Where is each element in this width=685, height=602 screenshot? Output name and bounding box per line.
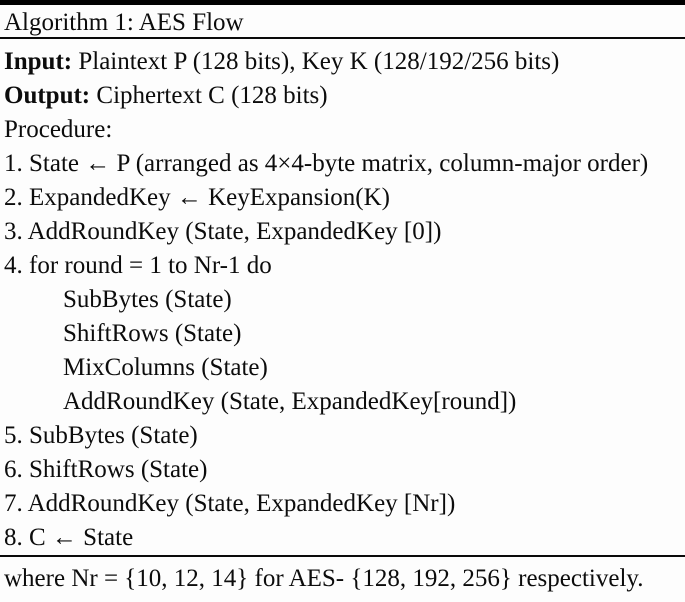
algorithm-footnote-container [0, 557, 685, 596]
algorithm-step: 8. C ← State [4, 524, 134, 551]
algorithm-step: 3. AddRoundKey (State, ExpandedKey [0]) [4, 218, 442, 245]
input-label: Input: [4, 48, 73, 75]
algorithm-footnote: where Nr = {10, 12, 14} for AES- {128, 192, 256} respectively. [4, 565, 644, 592]
output-label: Output: [4, 82, 91, 109]
algorithm-step: 1. State ← P (arranged as 4×4-byte matrix, column-major order) [4, 150, 649, 177]
procedure-label: Procedure: [4, 116, 113, 143]
output-text: Ciphertext C (128 bits) [90, 82, 328, 109]
algorithm-step: 4. for round = 1 to Nr-1 do [4, 252, 272, 279]
algorithm-body [0, 39, 685, 555]
algorithm-step: 7. AddRoundKey (State, ExpandedKey [Nr]) [4, 490, 456, 517]
algorithm-step-loop-body: SubBytes (State) [63, 286, 232, 313]
algorithm-step: 5. SubBytes (State) [4, 422, 198, 449]
algorithm-step-loop-body: ShiftRows (State) [63, 320, 242, 347]
algorithm-step-loop-body: AddRoundKey (State, ExpandedKey[round]) [63, 388, 517, 415]
algorithm-input-line [4, 45, 683, 79]
algorithm-output-line [4, 79, 683, 113]
algorithm-step: 6. ShiftRows (State) [4, 456, 208, 483]
input-text: Plaintext P (128 bits), Key K (128/192/256 bits) [72, 48, 560, 75]
algorithm-title: Algorithm 1: AES Flow [4, 9, 244, 36]
algorithm-step: 2. ExpandedKey ← KeyExpansion(K) [4, 184, 391, 211]
algorithm-step-loop-body: MixColumns (State) [63, 354, 268, 381]
